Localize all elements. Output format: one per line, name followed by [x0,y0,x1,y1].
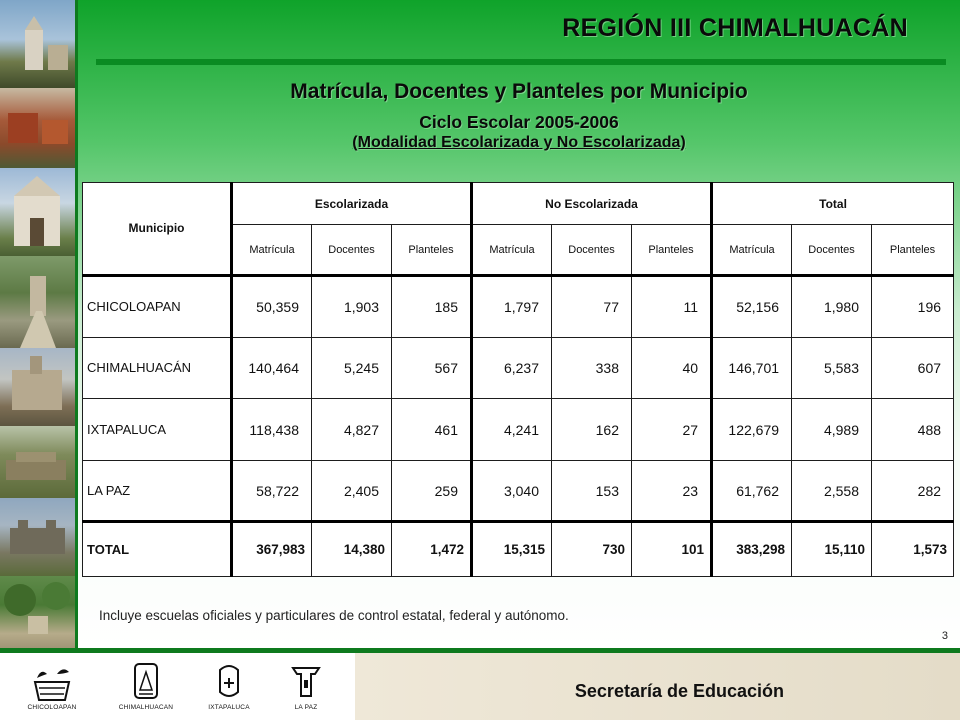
subheader-docentes: Docentes [792,225,872,276]
subheader-docentes: Docentes [552,225,632,276]
value-cell: 607 [872,337,954,399]
value-cell: 50,359 [232,275,312,337]
cathedral-photo [0,168,75,256]
tower-glyph-icon [281,660,331,702]
value-cell: 367,983 [232,522,312,577]
subheader-matricula: Matrícula [232,225,312,276]
slide-title: Matrícula, Docentes y Planteles por Municipio [290,80,748,103]
table-body [83,275,954,576]
municipio-header: Municipio [83,183,232,276]
subheader-planteles: Planteles [392,225,472,276]
municipio-cell: IXTAPALUCA [83,399,232,461]
table-row [83,337,954,399]
value-cell: 2,405 [312,460,392,522]
value-cell: 77 [552,275,632,337]
archaeological-site-photo [0,426,75,498]
logo-label: IXTAPALUCA [208,704,250,711]
value-cell: 185 [392,275,472,337]
value-cell: 11 [632,275,712,337]
shield-glyph-icon [121,660,171,702]
value-cell: 259 [392,460,472,522]
value-cell: 730 [552,522,632,577]
value-cell: 162 [552,399,632,461]
subheader-docentes: Docentes [312,225,392,276]
municipio-cell: LA PAZ [83,460,232,522]
value-cell: 488 [872,399,954,461]
total-row [83,522,954,577]
slide-modality: (Modalidad Escolarizada y No Escolarizada) [352,134,686,151]
chicoloapan-logo [14,660,90,711]
fortress-photo [0,498,75,576]
page-number: 3 [941,630,948,642]
value-cell: 40 [632,337,712,399]
table-row [83,275,954,337]
value-cell: 5,245 [312,337,392,399]
municipio-cell: CHICOLOAPAN [83,275,232,337]
title-underline [96,59,946,65]
value-cell: 6,237 [472,337,552,399]
subheader-planteles: Planteles [632,225,712,276]
value-cell: 1,903 [312,275,392,337]
ruins-photo [0,88,75,168]
plaza-photo [0,576,75,648]
table-row [83,399,954,461]
value-cell: 23 [632,460,712,522]
value-cell: 1,980 [792,275,872,337]
total-label: TOTAL [83,522,232,577]
header-row-groups [83,183,954,225]
value-cell: 1,472 [392,522,472,577]
birds-basket-icon [27,660,77,702]
value-cell: 61,762 [712,460,792,522]
group-header-total: Total [712,183,954,225]
value-cell: 101 [632,522,712,577]
footnote: Incluye escuelas oficiales y particulares de control estatal, federal y autónomo. [99,608,569,623]
vessel-glyph-icon [204,660,254,702]
table-row [83,460,954,522]
value-cell: 1,573 [872,522,954,577]
value-cell: 15,315 [472,522,552,577]
value-cell: 4,241 [472,399,552,461]
organization-name: Secretaría de Educación [574,681,784,701]
value-cell: 52,156 [712,275,792,337]
subheader-matricula: Matrícula [472,225,552,276]
value-cell: 338 [552,337,632,399]
value-cell: 122,679 [712,399,792,461]
chimalhuacan-logo [108,660,184,711]
value-cell: 4,989 [792,399,872,461]
subheader-planteles: Planteles [872,225,954,276]
value-cell: 4,827 [312,399,392,461]
value-cell: 567 [392,337,472,399]
value-cell: 15,110 [792,522,872,577]
la-paz-logo [268,660,344,711]
value-cell: 1,797 [472,275,552,337]
value-cell: 118,438 [232,399,312,461]
group-header-no-escolarizada: No Escolarizada [472,183,712,225]
group-header-escolarizada: Escolarizada [232,183,472,225]
slide-subtitle: Ciclo Escolar 2005-2006 [419,112,619,132]
value-cell: 196 [872,275,954,337]
value-cell: 140,464 [232,337,312,399]
logo-label: CHIMALHUACAN [118,704,174,711]
logo-label: LA PAZ [294,704,318,711]
church-photo [0,0,75,88]
data-table [82,182,954,577]
municipio-cell: CHIMALHUACÁN [83,337,232,399]
value-cell: 27 [632,399,712,461]
ixtapaluca-logo [191,660,267,711]
value-cell: 153 [552,460,632,522]
value-cell: 282 [872,460,954,522]
subheader-matricula: Matrícula [712,225,792,276]
value-cell: 383,298 [712,522,792,577]
value-cell: 3,040 [472,460,552,522]
value-cell: 146,701 [712,337,792,399]
logo-label: CHICOLOAPAN [27,704,77,711]
value-cell: 2,558 [792,460,872,522]
temple-photo [0,348,75,426]
value-cell: 461 [392,399,472,461]
photo-strip [0,0,78,648]
region-title: REGIÓN III CHIMALHUACÁN [562,14,908,42]
value-cell: 58,722 [232,460,312,522]
garden-path-photo [0,256,75,348]
value-cell: 5,583 [792,337,872,399]
value-cell: 14,380 [312,522,392,577]
